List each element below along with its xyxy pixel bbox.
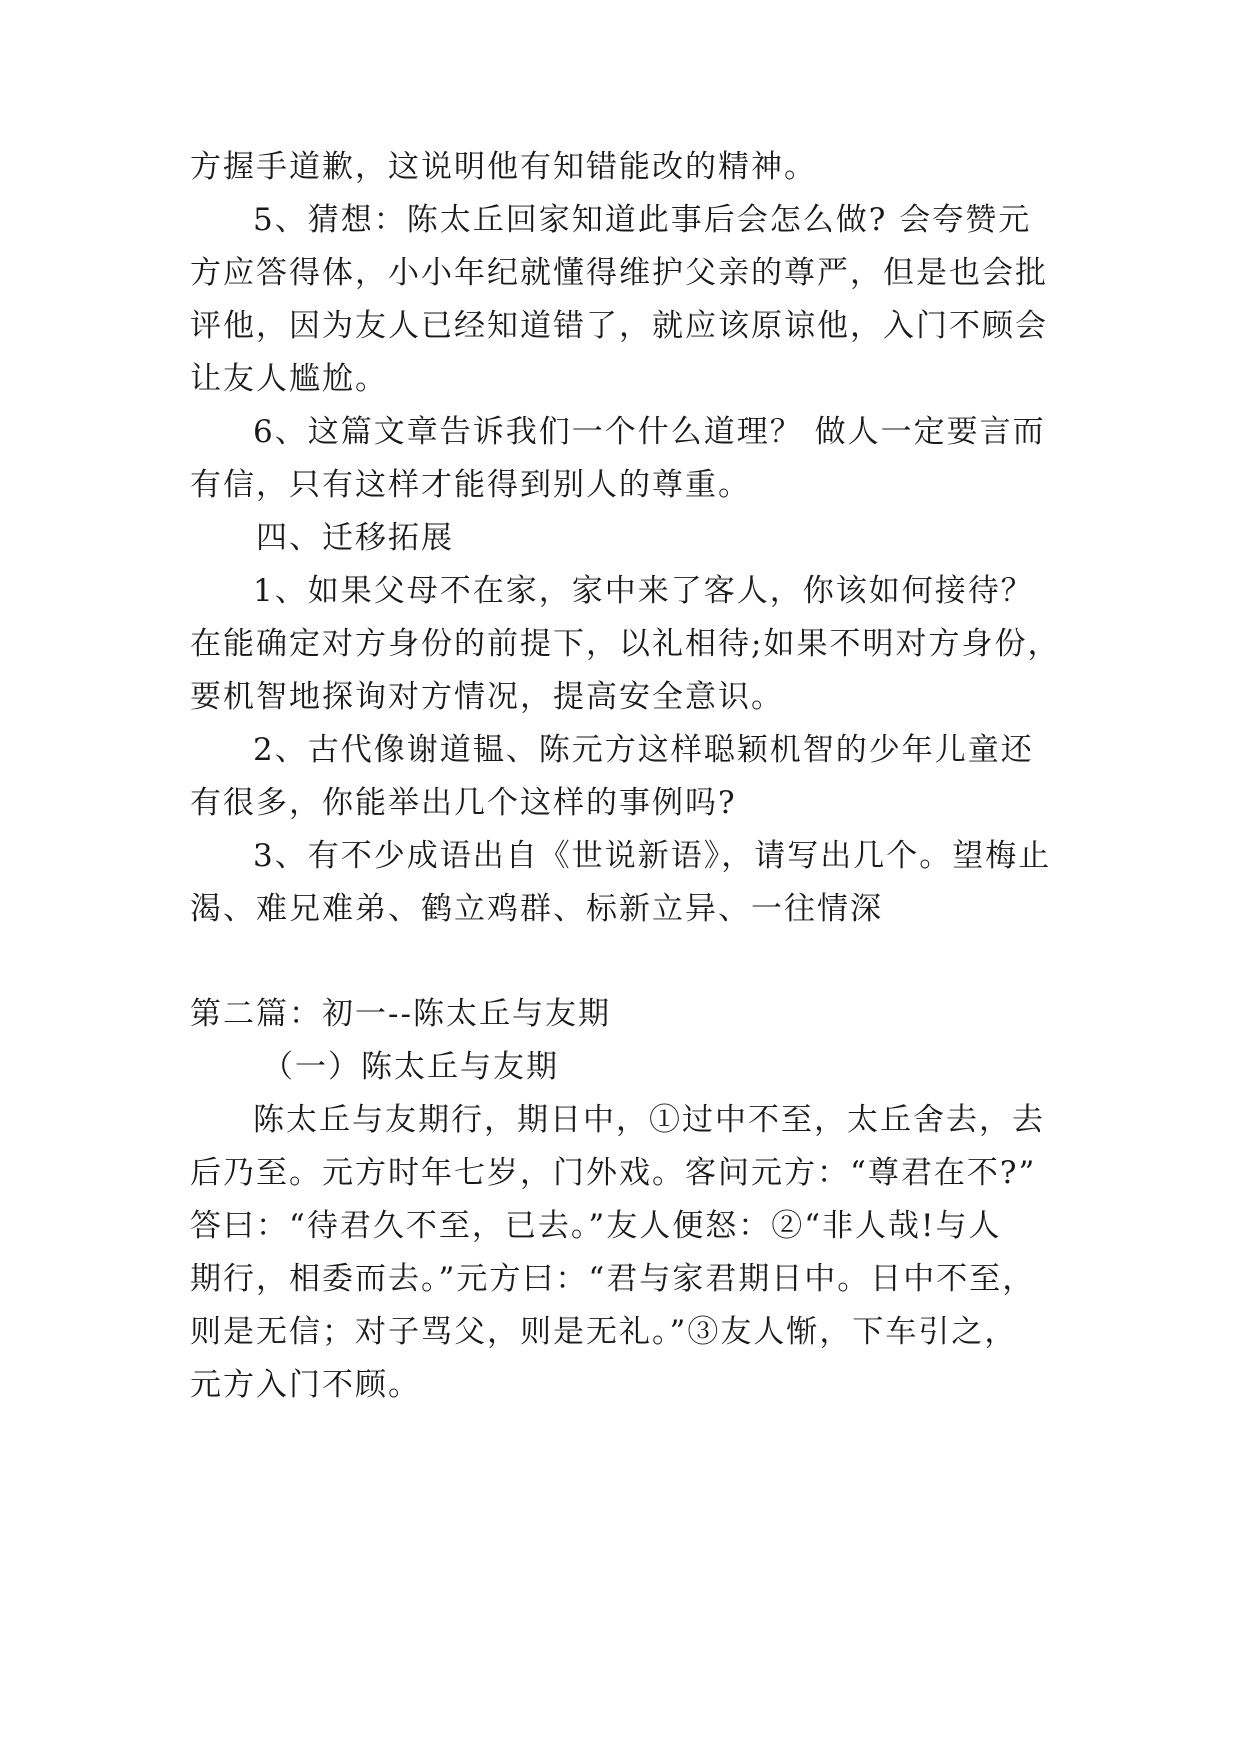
text-line: 元方入门不顾。 xyxy=(190,1367,421,1403)
text-line: 有很多，你能举出几个这样的事例吗? xyxy=(190,785,737,821)
text-line: 则是无信；对子骂父，则是无礼。”③友人惭，下车引之， xyxy=(190,1314,1018,1350)
text-line: 在能确定对方身份的前提下，以礼相待;如果不明对方身份， xyxy=(190,626,1061,662)
text-line: 方应答得体，小小年纪就懂得维护父亲的尊严，但是也会批 xyxy=(190,255,1048,291)
section-subtitle: （一）陈太丘与友期 xyxy=(262,1049,559,1085)
chapter-title: 第二篇：初一--陈太丘与友期 xyxy=(190,996,611,1032)
text-line: 要机智地探询对方情况，提高安全意识。 xyxy=(190,679,784,715)
text-line: 5、猜想：陈太丘回家知道此事后会怎么做? 会夸赞元 xyxy=(253,202,1032,238)
text-line: 1、如果父母不在家，家中来了客人，你该如何接待？ xyxy=(253,573,1034,609)
text-line: 有信，只有这样才能得到别人的尊重。 xyxy=(190,467,751,503)
text-line: 方握手道歉，这说明他有知错能改的精神。 xyxy=(190,149,817,185)
text-line: 渴、难兄难弟、鹤立鸡群、标新立异、一往情深 xyxy=(190,891,883,927)
text-line: 让友人尴尬。 xyxy=(190,361,388,397)
text-line: 3、有不少成语出自《世说新语》，请写出几个。望梅止 xyxy=(253,838,1052,874)
text-line: 后乃至。元方时年七岁，门外戏。客问元方：“尊君在不?” xyxy=(190,1155,1037,1191)
section-heading: 四、迁移拓展 xyxy=(256,520,454,556)
text-line: 陈太丘与友期行，期日中，①过中不至，太丘舍去，去 xyxy=(253,1102,1045,1138)
text-line: 答曰：“待君久不至，已去。”友人便怒：②“非人哉!与人 xyxy=(190,1208,1002,1244)
text-line: 2、古代像谢道韫、陈元方这样聪颖机智的少年儿童还 xyxy=(253,732,1034,768)
text-line: 评他，因为友人已经知道错了，就应该原谅他，入门不顾会 xyxy=(190,308,1048,344)
text-line: 期行，相委而去。”元方曰：“君与家君期日中。日中不至， xyxy=(190,1261,1036,1297)
text-line: 6、这篇文章告诉我们一个什么道理？ 做人一定要言而 xyxy=(253,414,1046,450)
